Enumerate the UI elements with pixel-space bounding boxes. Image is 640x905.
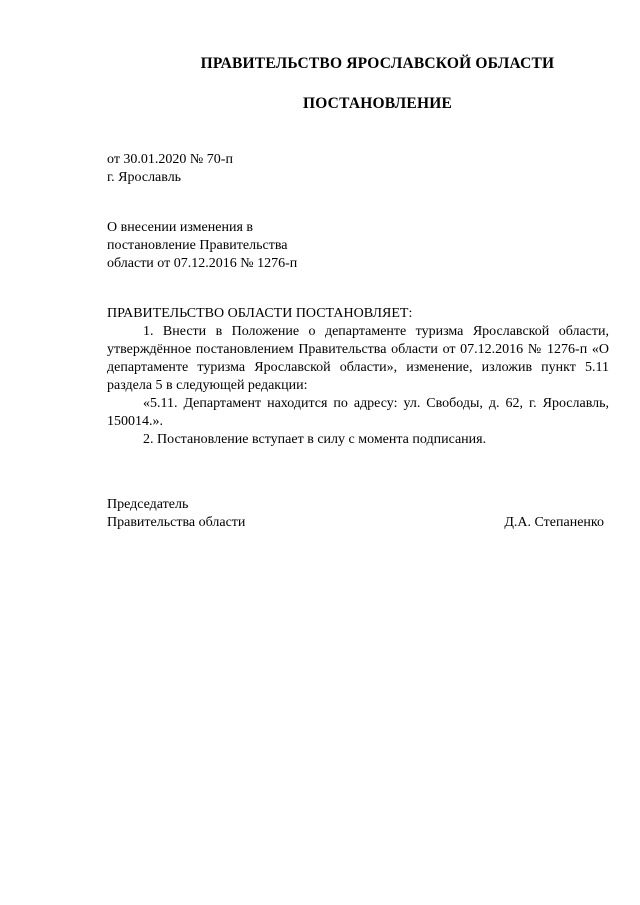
subject-line-1: О внесении изменения в	[107, 220, 253, 235]
document-meta	[107, 151, 233, 187]
document-type-heading: ПОСТАНОВЛЕНИЕ	[302, 95, 453, 112]
document-body	[107, 305, 609, 449]
paragraph-2: 2. Постановление вступает в силу с момента подписания.	[143, 432, 487, 447]
signatory-title-line-1: Председатель	[107, 497, 189, 512]
signature-block	[107, 496, 604, 532]
signatory-name: Д.А. Степаненко	[504, 515, 604, 530]
subject-line-2: постановление Правительства	[107, 238, 288, 253]
city: г. Ярославль	[107, 170, 182, 185]
document-subject	[107, 219, 297, 273]
paragraph-quote: «5.11. Департамент находится по адресу: ул. Свободы, д. 62, г. Ярославль, 150014.».	[107, 396, 609, 429]
date-number: от 30.01.2020 № 70-п	[107, 152, 233, 167]
signatory-title-line-2: Правительства области	[107, 515, 246, 530]
subject-line-3: области от 07.12.2016 № 1276-п	[107, 256, 298, 271]
signature-row	[107, 514, 604, 532]
decree-heading: ПРАВИТЕЛЬСТВО ОБЛАСТИ ПОСТАНОВЛЯЕТ:	[107, 306, 413, 321]
paragraph-1: 1. Внести в Положение о департаменте туризма Ярославской области, утверждённое постановлением Правительства области от 07.12.2016 № 1276-п «О департаменте туризма Ярославской области», изменение, изложив пункт 5.11 раздела 5 в следующей редакции:	[107, 324, 609, 393]
government-title: ПРАВИТЕЛЬСТВО ЯРОСЛАВСКОЙ ОБЛАСТИ	[200, 55, 555, 72]
